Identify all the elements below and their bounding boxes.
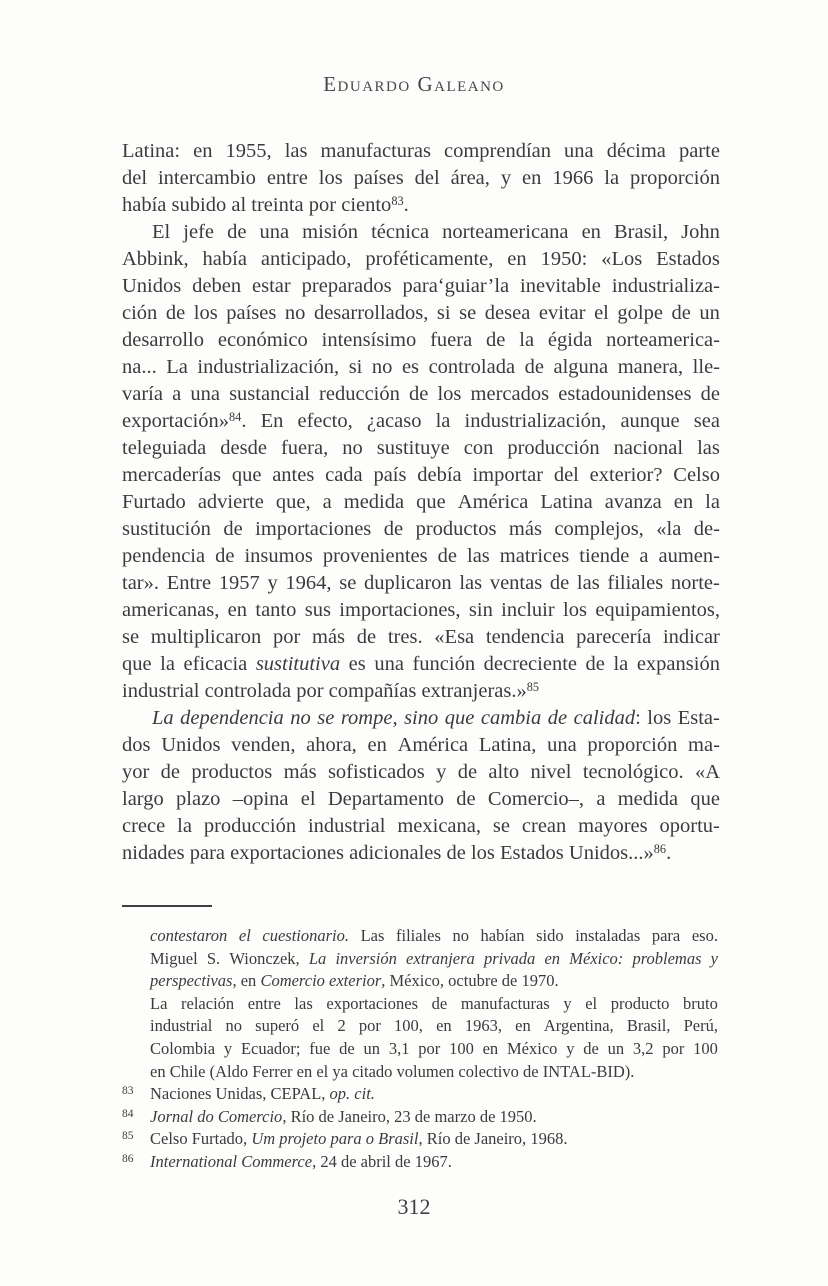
text-line: se multiplicaron por más de tres. «Esa tendencia parecería indicar bbox=[122, 626, 720, 648]
text-line: Abbink, había anticipado, proféticamente, en 1950: «Los Estados bbox=[122, 248, 720, 270]
text-line: nidades para exportaciones adicionales de los Estados Unidos...»$^{86}$. bbox=[122, 842, 672, 864]
footnote-number: 85 bbox=[122, 1130, 134, 1143]
footnote bbox=[122, 1106, 718, 1129]
text-line: había subido al treinta por ciento$^{83}$. bbox=[122, 194, 409, 216]
text-line: Miguel S. Wionczek, La inversión extranjera privada en México: problemas y bbox=[150, 948, 718, 968]
text-line: Colombia y Ecuador; fue de un 3,1 por 100 en México y de un 3,2 por 100 bbox=[150, 1038, 718, 1058]
text-line: El jefe de una misión técnica norteamericana en Brasil, John bbox=[152, 221, 720, 243]
text-line: Latina: en 1955, las manufacturas comprendían una décima parte bbox=[122, 140, 720, 162]
text-line: varía a una sustancial reducción de los mercados estadounidenses de bbox=[122, 383, 720, 405]
text-line: Unidos deben estar preparados para‘guiar’la inevitable industrializa- bbox=[122, 275, 720, 297]
text-line: yor de productos más sofisticados y de alto nivel tecnológico. «A bbox=[122, 761, 720, 783]
text-line: industrial controlada por compañías extranjeras.»$^{85}$ bbox=[122, 680, 540, 702]
text-line: mercaderías que antes cada país debía importar del exterior? Celso bbox=[122, 464, 720, 486]
text-line: exportación»$^{84}$. En efecto, ¿acaso la industrialización, aunque sea bbox=[122, 410, 720, 432]
footnote-number: 86 bbox=[122, 1152, 134, 1165]
text-line: desarrollo económico intensísimo fuera de la égida norteamerica- bbox=[122, 329, 720, 351]
text-line: teleguiada desde fuera, no sustituye con producción nacional las bbox=[122, 437, 720, 459]
text-line: na... La industrialización, si no es controlada de alguna manera, lle- bbox=[122, 356, 720, 378]
footnote bbox=[122, 993, 718, 1083]
text-line: Naciones Unidas, CEPAL, op. cit. bbox=[150, 1084, 375, 1104]
text-line: en Chile (Aldo Ferrer en el ya citado volumen colectivo de INTAL-BID). bbox=[150, 1061, 635, 1081]
text-line: pendencia de insumos provenientes de las matrices tiende a aumen- bbox=[122, 545, 720, 567]
text-line: dos Unidos venden, ahora, en América Latina, una proporción ma- bbox=[122, 734, 720, 756]
text-line: La relación entre las exportaciones de manufacturas y el producto bruto bbox=[150, 993, 718, 1013]
footnote bbox=[122, 925, 718, 993]
footnote bbox=[122, 1151, 718, 1174]
text-line: Jornal do Comercio, Río de Janeiro, 23 de marzo de 1950. bbox=[150, 1106, 537, 1126]
footnote-separator bbox=[122, 905, 212, 907]
page-number: 312 bbox=[397, 1194, 431, 1219]
text-line: crece la producción industrial mexicana, se crean mayores oportu- bbox=[122, 815, 720, 837]
footnote-number: 83 bbox=[122, 1085, 134, 1098]
text-line: americanas, en tanto sus importaciones, sin incluir los equipamientos, bbox=[122, 599, 720, 621]
text-line: La dependencia no se rompe, sino que cambia de calidad: los Esta- bbox=[152, 707, 720, 729]
text-line: tar». Entre 1957 y 1964, se duplicaron las ventas de las filiales norte- bbox=[122, 572, 720, 594]
text-line: International Commerce, 24 de abril de 1967. bbox=[150, 1151, 452, 1171]
text-line: contestaron el cuestionario. Las filiales no habían sido instaladas para eso. bbox=[150, 926, 718, 945]
running-head: Eduardo Galeano bbox=[323, 72, 505, 96]
text-line: Furtado advierte que, a medida que América Latina avanza en la bbox=[122, 491, 720, 513]
text-line: perspectivas, en Comercio exterior, México, octubre de 1970. bbox=[150, 971, 559, 991]
footnote bbox=[122, 1128, 718, 1151]
body-text bbox=[122, 138, 720, 867]
text-line: industrial no superó el 2 por 100, en 1963, en Argentina, Brasil, Perú, bbox=[150, 1016, 718, 1036]
footnotes-block bbox=[122, 925, 718, 1174]
footnote bbox=[122, 1083, 718, 1106]
text-line: ción de los países no desarrollados, si se desea evitar el golpe de un bbox=[122, 302, 720, 324]
text-line: largo plazo –opina el Departamento de Comercio–, a medida que bbox=[122, 788, 720, 810]
footnote-number: 84 bbox=[122, 1107, 134, 1120]
text-line: del intercambio entre los países del área, y en 1966 la proporción bbox=[122, 167, 720, 189]
text-line: que la eficacia sustitutiva es una función decreciente de la expansión bbox=[122, 653, 720, 675]
text-line: Celso Furtado, Um projeto para o Brasil, Río de Janeiro, 1968. bbox=[150, 1129, 568, 1149]
text-line: sustitución de importaciones de productos más complejos, «la de- bbox=[122, 518, 720, 540]
